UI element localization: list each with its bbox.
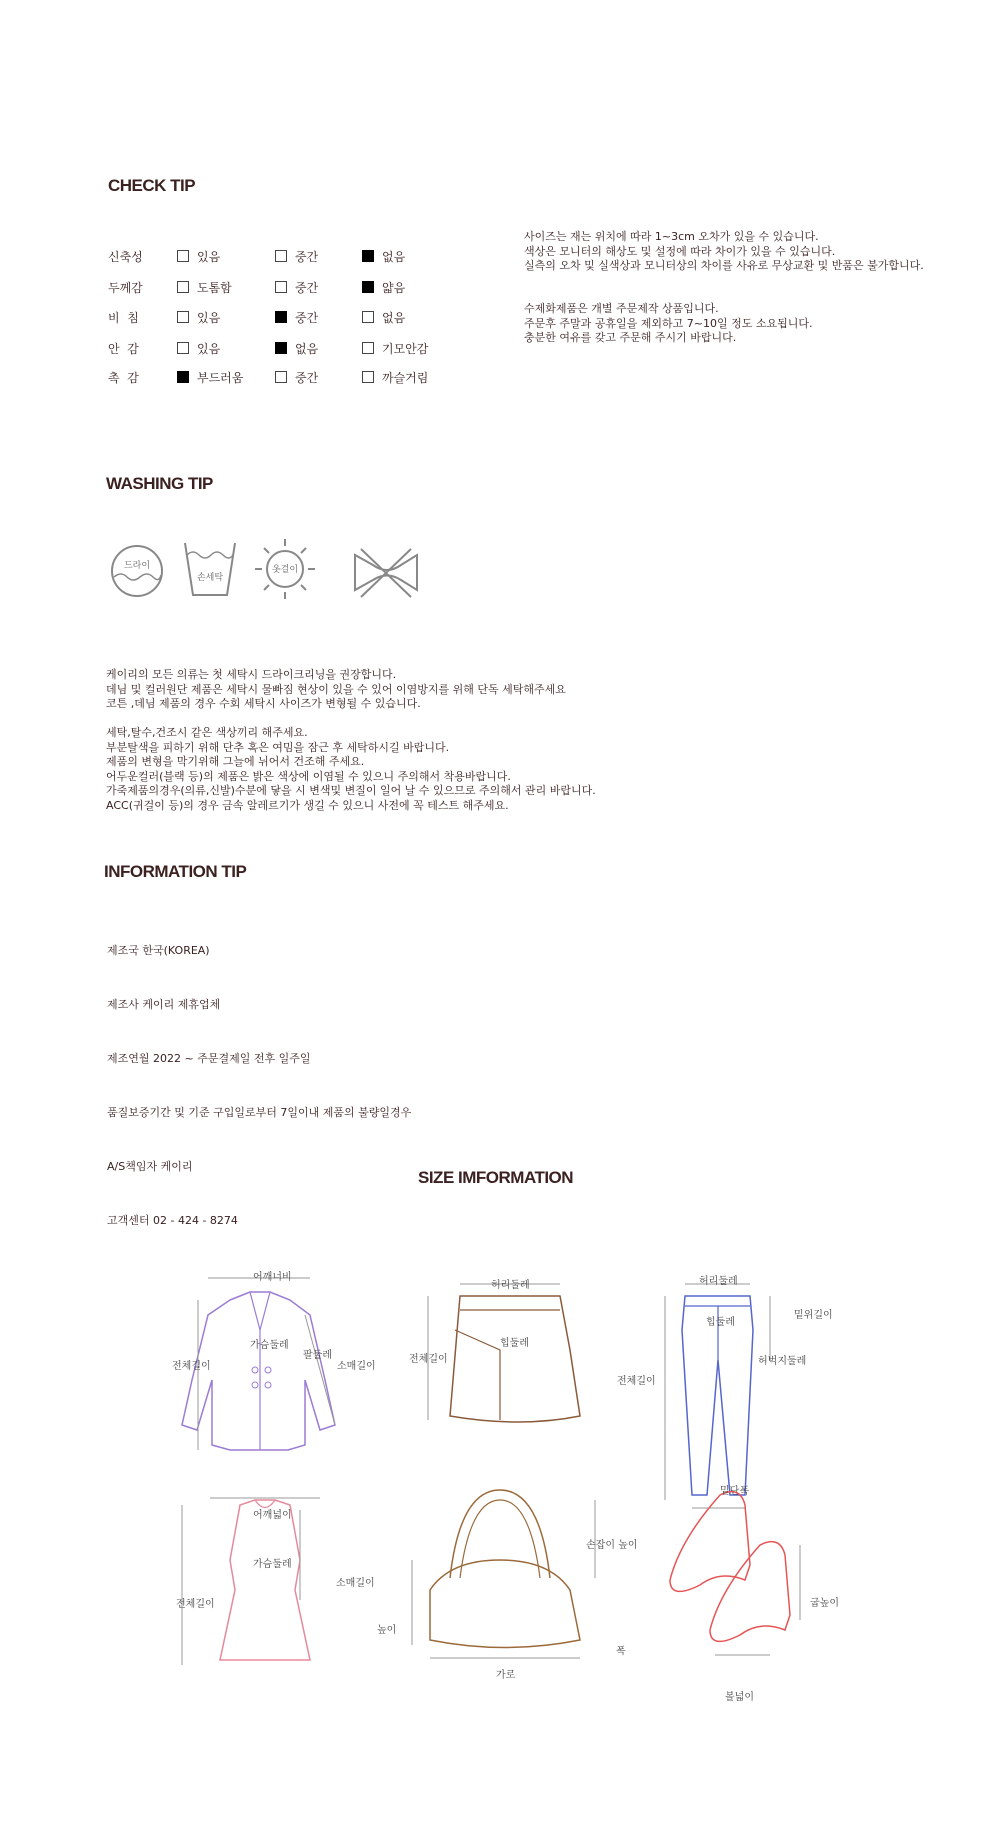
coat-chest-label: 가슴둘레 — [250, 1340, 289, 1351]
unchecked-box-icon[interactable] — [275, 281, 287, 293]
check-row-label: 두께감 — [108, 281, 143, 295]
check-option[interactable] — [362, 279, 405, 296]
check-option[interactable] — [177, 248, 220, 265]
check-option[interactable] — [362, 340, 428, 357]
pants-waist-label: 허리둘레 — [699, 1276, 738, 1287]
no-wring-icon — [355, 549, 417, 597]
washing-line: 가죽제품의경우(의류,신발)수분에 닿을 시 변색및 변질이 일어 날 수 있으므로 주의해서 관리 바랍니다. — [106, 784, 596, 797]
check-tip-title: CHECK TIP — [108, 176, 196, 195]
checked-box-icon[interactable] — [362, 281, 374, 293]
check-option-label: 있음 — [197, 250, 221, 264]
check-option[interactable] — [275, 248, 318, 265]
check-option[interactable] — [275, 340, 318, 357]
washing-line: 케이리의 모든 의류는 첫 세탁시 드라이크리닝을 권장합니다. — [106, 668, 397, 681]
washing-para-2 — [106, 726, 596, 813]
unchecked-box-icon[interactable] — [177, 250, 189, 262]
info-row-date: 제조연월 2022 ~ 주문결제일 전후 일주일 — [107, 1052, 311, 1065]
dress-length-label: 전체길이 — [176, 1599, 215, 1610]
checked-box-icon[interactable] — [275, 311, 287, 323]
check-option[interactable] — [275, 309, 318, 326]
skirt-diagram — [428, 1284, 580, 1422]
coat-shoulder-label: 어깨너비 — [253, 1272, 292, 1283]
check-option[interactable] — [177, 340, 220, 357]
coat-sleeve-label: 소매길이 — [337, 1361, 376, 1372]
dress-chest-label: 가슴둘레 — [253, 1559, 292, 1570]
check-row-label: 안 감 — [108, 342, 139, 356]
unchecked-box-icon[interactable] — [362, 371, 374, 383]
info-row-maker: 제조사 케이리 제휴업체 — [107, 998, 221, 1011]
hanger-dry-icon — [255, 539, 315, 599]
unchecked-box-icon[interactable] — [362, 342, 374, 354]
pants-hip-label: 힙둘레 — [706, 1317, 735, 1328]
pants-length-label: 전체길이 — [617, 1376, 656, 1387]
washing-line: ACC(귀걸이 등)의 경우 금속 알레르기가 생길 수 있으니 사전에 꼭 테스트 해주세요. — [106, 798, 509, 812]
check-option-label: 있음 — [197, 311, 221, 325]
size-note: 사이즈는 재는 위치에 따라 1~3cm 오차가 있을 수 있습니다. — [524, 230, 819, 243]
handmade-note: 충분한 여유를 갖고 주문해 주시기 바랍니다. — [524, 331, 737, 344]
unchecked-box-icon[interactable] — [177, 342, 189, 354]
information-tip-title: INFORMATION TIP — [104, 862, 247, 881]
info-row-contact: 고객센터 02 - 424 - 8274 — [107, 1214, 238, 1227]
check-option[interactable] — [275, 279, 318, 296]
checked-box-icon[interactable] — [275, 342, 287, 354]
skirt-waist-label: 허리둘레 — [491, 1280, 530, 1291]
check-option[interactable] — [362, 248, 405, 265]
checked-box-icon[interactable] — [177, 371, 189, 383]
bag-diagram — [412, 1490, 595, 1658]
check-option[interactable] — [362, 369, 428, 386]
check-option[interactable] — [177, 369, 243, 386]
handmade-note: 수제화제품은 개별 주문제작 상품입니다. — [524, 302, 719, 315]
bag-depth-label: 폭 — [616, 1646, 626, 1657]
check-option-label: 기모안감 — [382, 342, 429, 356]
washing-line: 제품의 변형을 막기위해 그늘에 뉘어서 건조해 주세요. — [106, 755, 365, 768]
washing-line: 어두운컬러(블랙 등)의 제품은 밝은 색상에 이염될 수 있으니 주의해서 착용바랍니다. — [106, 769, 511, 783]
dress-diagram — [182, 1498, 320, 1665]
check-option-label: 중간 — [295, 250, 319, 264]
size-note: 실측의 오차 및 실색상과 모니터상의 차이를 사유로 무상교환 및 반품은 불가합니다. — [524, 259, 924, 272]
bag-width-label: 가로 — [496, 1670, 516, 1681]
unchecked-box-icon[interactable] — [362, 311, 374, 323]
checked-box-icon[interactable] — [362, 250, 374, 262]
check-option-label: 없음 — [382, 250, 406, 264]
check-option-label: 부드러움 — [197, 371, 244, 385]
hand-wash-label: 손세탁 — [196, 573, 224, 583]
check-row-label: 촉 감 — [108, 371, 139, 385]
handmade-notes — [524, 302, 812, 346]
coat-length-label: 전체길이 — [172, 1361, 211, 1372]
washing-line: 데님 및 컬러원단 제품은 세탁시 물빠짐 현상이 있을 수 있어 이염방지를 위해 단독 세탁해주세요 — [106, 682, 566, 696]
skirt-length-label: 전체길이 — [409, 1354, 448, 1365]
check-row-label: 신축성 — [108, 250, 143, 264]
washing-para-1 — [106, 668, 566, 712]
check-option-label: 있음 — [197, 342, 221, 356]
washing-line: 세탁,탈수,건조시 같은 색상끼리 해주세요. — [106, 726, 308, 739]
info-row-warranty: 품질보증기간 및 기준 구입일로부터 7일이내 제품의 불량일경우 — [107, 1106, 412, 1119]
information-list — [107, 906, 411, 1248]
dress-sleeve-label: 소매길이 — [336, 1578, 375, 1589]
hand-wash-icon — [185, 543, 235, 595]
size-note: 색상은 모니터의 해상도 및 설정에 따라 차이가 있을 수 있습니다. — [524, 244, 836, 258]
bag-handle-label: 손잡이 높이 — [586, 1540, 638, 1551]
washing-tip-title: WASHING TIP — [106, 474, 213, 493]
pants-thigh-label: 허벅지둘레 — [758, 1356, 807, 1367]
shoes-heel-label: 굽높이 — [810, 1598, 839, 1609]
size-info-title: SIZE IMFORMATION — [418, 1168, 574, 1187]
washing-line: 코튼 ,데님 제품의 경우 수회 세탁시 사이즈가 변형될 수 있습니다. — [106, 697, 421, 710]
size-notes — [524, 230, 924, 274]
check-option[interactable] — [177, 309, 220, 326]
info-row-as: A/S책임자 케이리 — [107, 1160, 193, 1173]
skirt-hip-label: 힙둘레 — [500, 1338, 529, 1349]
check-option-label: 도톰함 — [197, 281, 232, 295]
unchecked-box-icon[interactable] — [177, 311, 189, 323]
check-option-label: 없음 — [382, 311, 406, 325]
hanger-dry-label: 옷걸이 — [271, 565, 299, 575]
check-row-label: 비 침 — [108, 311, 139, 325]
washing-icons — [105, 535, 425, 605]
check-option-label: 얇음 — [382, 281, 406, 295]
handmade-note: 주문후 주말과 공휴일을 제외하고 7~10일 정도 소요됩니다. — [524, 316, 813, 330]
unchecked-box-icon[interactable] — [275, 371, 287, 383]
dry-clean-icon — [112, 546, 162, 596]
check-option-label: 중간 — [295, 371, 319, 385]
bag-height-label: 높이 — [377, 1625, 397, 1636]
coat-arm-label: 팔둘레 — [303, 1350, 332, 1361]
info-row-country: 제조국 한국(KOREA) — [107, 944, 210, 957]
check-option[interactable] — [362, 309, 405, 326]
unchecked-box-icon[interactable] — [177, 281, 189, 293]
dry-clean-label: 드라이 — [123, 561, 151, 571]
check-option-label: 중간 — [295, 281, 319, 295]
size-diagrams — [160, 1260, 860, 1710]
check-option[interactable] — [177, 279, 232, 296]
pants-rise-label: 밑위길이 — [794, 1310, 833, 1321]
shoes-diagram — [670, 1492, 800, 1655]
check-option[interactable] — [275, 369, 318, 386]
check-option-label: 없음 — [295, 342, 319, 356]
washing-line: 부분탈색을 피하기 위해 단추 혹은 여밈을 잠근 후 세탁하시길 바랍니다. — [106, 740, 450, 754]
unchecked-box-icon[interactable] — [275, 250, 287, 262]
pants-hem-label: 밑단폭 — [720, 1486, 749, 1497]
dress-shoulder-label: 어깨넓이 — [253, 1510, 292, 1521]
shoes-ball-label: 볼넓이 — [725, 1692, 754, 1703]
check-option-label: 까슬거림 — [382, 371, 429, 385]
check-option-label: 중간 — [295, 311, 319, 325]
